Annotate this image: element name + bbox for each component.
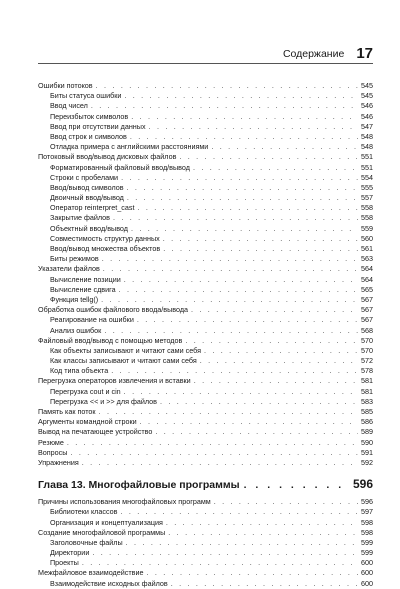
toc-entry-title: Функция tellg() <box>50 294 99 304</box>
toc-entry-page: 546 <box>361 111 373 121</box>
toc-entry <box>38 305 373 315</box>
section-title: Содержание <box>282 48 345 60</box>
toc-entry <box>38 376 373 386</box>
toc-entry-title: Закрытие файлов <box>50 213 110 223</box>
toc-entry-page: 568 <box>361 325 373 335</box>
dot-leader <box>70 448 358 458</box>
toc-entry <box>38 295 373 305</box>
toc-entry <box>38 264 373 274</box>
toc-entry-title: Обработка ошибок файлового ввода/вывода <box>38 305 189 315</box>
toc-entry-page: 596 <box>361 497 373 507</box>
dot-leader <box>204 346 358 356</box>
dot-leader <box>124 387 358 397</box>
toc-entry <box>38 417 373 427</box>
dot-leader <box>166 518 358 528</box>
toc-entry-page: 586 <box>361 417 373 427</box>
toc-entry-page: 592 <box>361 457 373 467</box>
dot-leader <box>102 254 358 264</box>
toc-entry <box>38 336 373 346</box>
toc-entry-title: Ввод/вывод символов <box>50 182 124 192</box>
toc-entry-page: 546 <box>361 101 373 111</box>
dot-leader <box>127 193 358 203</box>
toc-entry <box>38 163 373 173</box>
toc-entry <box>38 213 373 223</box>
dot-leader <box>163 244 358 254</box>
dot-leader <box>155 427 358 437</box>
toc-entry-title: Перегрузка cout и cin <box>50 386 121 396</box>
toc-entry <box>38 407 373 417</box>
toc-entry <box>38 366 373 376</box>
toc-entry-title: Совместимость структур данных <box>50 233 160 243</box>
toc-entry-page: 557 <box>361 193 373 203</box>
dot-leader <box>101 295 358 305</box>
toc-entry <box>38 254 373 264</box>
dot-leader <box>113 213 358 223</box>
dot-leader <box>211 142 358 152</box>
toc-entry <box>38 568 373 578</box>
toc-entry-page: 572 <box>361 356 373 366</box>
dot-leader <box>92 548 358 558</box>
toc-entry-title: Потоковый ввод/вывод дисковых файлов <box>38 152 177 162</box>
toc-entry <box>38 203 373 213</box>
dot-leader <box>67 438 358 448</box>
toc-entry-page: 590 <box>361 437 373 447</box>
toc-entry <box>38 142 373 152</box>
toc-entry-page: 560 <box>361 233 373 243</box>
toc-entry-title: Объектный ввод/вывод <box>50 223 128 233</box>
toc-entry <box>38 132 373 142</box>
toc-entry-title: Двоичный ввод/вывод <box>50 193 124 203</box>
toc-entry <box>38 326 373 336</box>
toc-entry-title: Биты статуса ошибки <box>50 91 122 101</box>
page-number: 17 <box>356 45 373 62</box>
dot-leader <box>82 458 358 468</box>
toc-entry-page: 545 <box>361 81 373 90</box>
dot-leader <box>163 234 358 244</box>
toc-entry-page: 599 <box>361 537 373 547</box>
toc-entry-title: Ошибки потоков <box>38 81 93 90</box>
toc-entry-page: 598 <box>361 517 373 527</box>
toc-entry-title: Организация и концептуализация <box>50 517 163 527</box>
toc-entry-title: Перегрузка << и >> для файлов <box>50 396 157 406</box>
toc-entry-page: 547 <box>361 121 373 131</box>
dot-leader <box>131 112 358 122</box>
toc-entry-page: 583 <box>361 396 373 406</box>
toc-entry <box>38 275 373 285</box>
toc-entry-title: Как объекты записывают и читают сами себя <box>50 345 201 355</box>
toc-entry-title: Ввод при отсутствии данных <box>50 121 146 131</box>
toc-entry <box>38 518 373 528</box>
dot-leader <box>244 478 349 491</box>
toc-entry <box>38 356 373 366</box>
toc-entry <box>38 173 373 183</box>
dot-leader <box>130 132 358 142</box>
toc-entry <box>38 101 373 111</box>
dot-leader <box>111 366 358 376</box>
toc-entry-page: 567 <box>361 294 373 304</box>
dot-leader <box>131 224 358 234</box>
toc-entry-title: Переизбыток символов <box>50 111 129 121</box>
toc-entry-page: 600 <box>361 568 373 578</box>
toc-entry <box>38 438 373 448</box>
toc-entry-page: 570 <box>361 335 373 345</box>
dot-leader <box>200 356 358 366</box>
running-header <box>38 47 373 64</box>
dot-leader <box>171 579 358 589</box>
toc-entry-title: Создание многофайловой программы <box>38 527 166 537</box>
dot-leader <box>146 568 358 578</box>
toc-entry <box>38 528 373 538</box>
toc-entry-title: Реагирование на ошибки <box>50 315 134 325</box>
toc-entry-title: Как классы записывают и читают сами себя <box>50 356 197 366</box>
toc-entry-title: Вопросы <box>38 447 68 457</box>
toc-entry-title: Отладка примера с английскими расстояниями <box>50 142 209 152</box>
toc-entry-page: 585 <box>361 407 373 416</box>
chapter-title: Глава 13. Многофайловые программы <box>38 479 240 492</box>
chapter-heading <box>38 477 373 491</box>
toc-entry-title: Файловый ввод/вывод с помощью методов <box>38 335 183 345</box>
toc-entry-title: Заголовочные файлы <box>50 537 123 547</box>
toc-entry-page: 548 <box>361 131 373 141</box>
dot-leader <box>91 101 358 111</box>
toc-entry-page: 565 <box>361 284 373 294</box>
toc-entry-page: 554 <box>361 172 373 182</box>
toc-entry <box>38 458 373 468</box>
toc-entry-page: 598 <box>361 527 373 537</box>
dot-leader <box>126 538 358 548</box>
dot-leader <box>124 275 358 285</box>
dot-leader <box>194 376 358 386</box>
dot-leader <box>179 152 358 162</box>
chapter-page: 596 <box>352 477 373 492</box>
toc-entry-page: 591 <box>361 447 373 457</box>
dot-leader <box>193 163 358 173</box>
toc-entry <box>38 244 373 254</box>
toc-entry-title: Форматированный файловый ввод/вывод <box>50 162 190 172</box>
dot-leader <box>140 417 358 427</box>
toc-entry-title: Ввод чисел <box>50 101 88 111</box>
toc-entry <box>38 285 373 295</box>
toc-entry-page: 567 <box>361 305 373 315</box>
dot-leader <box>99 407 358 417</box>
toc-entry-title: Строки с пробелами <box>50 172 119 182</box>
toc-entry <box>38 112 373 122</box>
toc-entry <box>38 234 373 244</box>
toc-entry-title: Упражнения <box>38 457 79 467</box>
toc-block-chapter-13 <box>38 497 373 589</box>
toc-entry-page: 564 <box>361 264 373 274</box>
dot-leader <box>103 264 358 274</box>
toc-entry-page: 567 <box>361 315 373 325</box>
toc-entry-page: 551 <box>361 162 373 172</box>
toc-entry-title: Вычисление сдвига <box>50 284 116 294</box>
toc-entry-page: 545 <box>361 91 373 101</box>
toc-entry-title: Проекты <box>50 558 79 568</box>
dot-leader <box>137 203 358 213</box>
toc-entry-title: Код типа объекта <box>50 366 109 376</box>
toc-entry-page: 564 <box>361 274 373 284</box>
toc-entry-title: Вычисление позиции <box>50 274 121 284</box>
toc-entry-page: 597 <box>361 507 373 517</box>
dot-leader <box>120 507 358 517</box>
dot-leader <box>149 122 358 132</box>
toc-entry <box>38 538 373 548</box>
toc-entry <box>38 346 373 356</box>
toc-entry <box>38 193 373 203</box>
toc-entry <box>38 507 373 517</box>
toc-entry-page: 558 <box>361 213 373 223</box>
toc-entry-title: Указатели файлов <box>38 264 100 274</box>
toc-entry-page: 563 <box>361 254 373 264</box>
toc-entry-title: Анализ ошибок <box>50 325 102 335</box>
dot-leader <box>124 91 358 101</box>
toc-entry-page: 559 <box>361 223 373 233</box>
toc-entry-title: Биты режимов <box>50 254 99 264</box>
toc-entry <box>38 397 373 407</box>
toc-entry-title: Память как поток <box>38 407 96 416</box>
toc-entry-title: Межфайловое взаимодействие <box>38 568 144 578</box>
toc-entry-page: 558 <box>361 203 373 213</box>
toc-entry-page: 600 <box>361 578 373 588</box>
dot-leader <box>185 336 358 346</box>
dot-leader <box>121 173 358 183</box>
toc-entry-page: 581 <box>361 386 373 396</box>
toc-entry <box>38 183 373 193</box>
toc-entry-page: 551 <box>361 152 373 162</box>
dot-leader <box>119 285 358 295</box>
toc-entry-title: Взаимодействие исходных файлов <box>50 578 168 588</box>
toc-entry <box>38 122 373 132</box>
toc-entry-title: Причины использования многофайловых программ <box>38 497 211 507</box>
toc-entry-title: Оператор reinterpret_cast <box>50 203 135 213</box>
toc-entry <box>38 152 373 162</box>
toc-entry-title: Ввод/вывод множества объектов <box>50 244 161 253</box>
toc-entry-title: Резюме <box>38 437 64 447</box>
toc-entry-page: 555 <box>361 182 373 192</box>
toc-entry-title: Перегрузка операторов извлечения и вставки <box>38 376 191 386</box>
toc-entry <box>38 81 373 91</box>
toc-entry <box>38 448 373 458</box>
dot-leader <box>104 326 358 336</box>
toc-entry <box>38 387 373 397</box>
dot-leader <box>191 305 358 315</box>
dot-leader <box>137 315 358 325</box>
toc-entry <box>38 91 373 101</box>
toc-entry-title: Вывод на печатающее устройство <box>38 427 153 437</box>
toc-entry-page: 599 <box>361 548 373 558</box>
toc-entry-page: 548 <box>361 142 373 152</box>
toc-entry-page: 600 <box>361 558 373 568</box>
toc-entry <box>38 427 373 437</box>
dot-leader <box>82 558 358 568</box>
toc-entry <box>38 579 373 589</box>
table-of-contents <box>38 81 373 589</box>
toc-entry-page: 578 <box>361 366 373 376</box>
toc-entry-page: 561 <box>361 244 373 253</box>
toc-entry <box>38 315 373 325</box>
toc-entry-title: Библиотеки классов <box>50 507 118 517</box>
dot-leader <box>168 528 358 538</box>
toc-entry <box>38 558 373 568</box>
dot-leader <box>96 81 358 91</box>
toc-entry <box>38 224 373 234</box>
toc-entry-title: Ввод строк и символов <box>50 131 127 141</box>
toc-entry-title: Аргументы командной строки <box>38 417 137 427</box>
toc-entry-page: 570 <box>361 345 373 355</box>
dot-leader <box>127 183 358 193</box>
toc-entry <box>38 548 373 558</box>
toc-entry-page: 581 <box>361 376 373 386</box>
toc-entry-page: 589 <box>361 427 373 437</box>
dot-leader <box>160 397 358 407</box>
toc-entry-title: Директории <box>50 548 90 558</box>
toc-entry <box>38 497 373 507</box>
toc-block-chapter-12 <box>38 81 373 468</box>
dot-leader <box>214 497 358 507</box>
